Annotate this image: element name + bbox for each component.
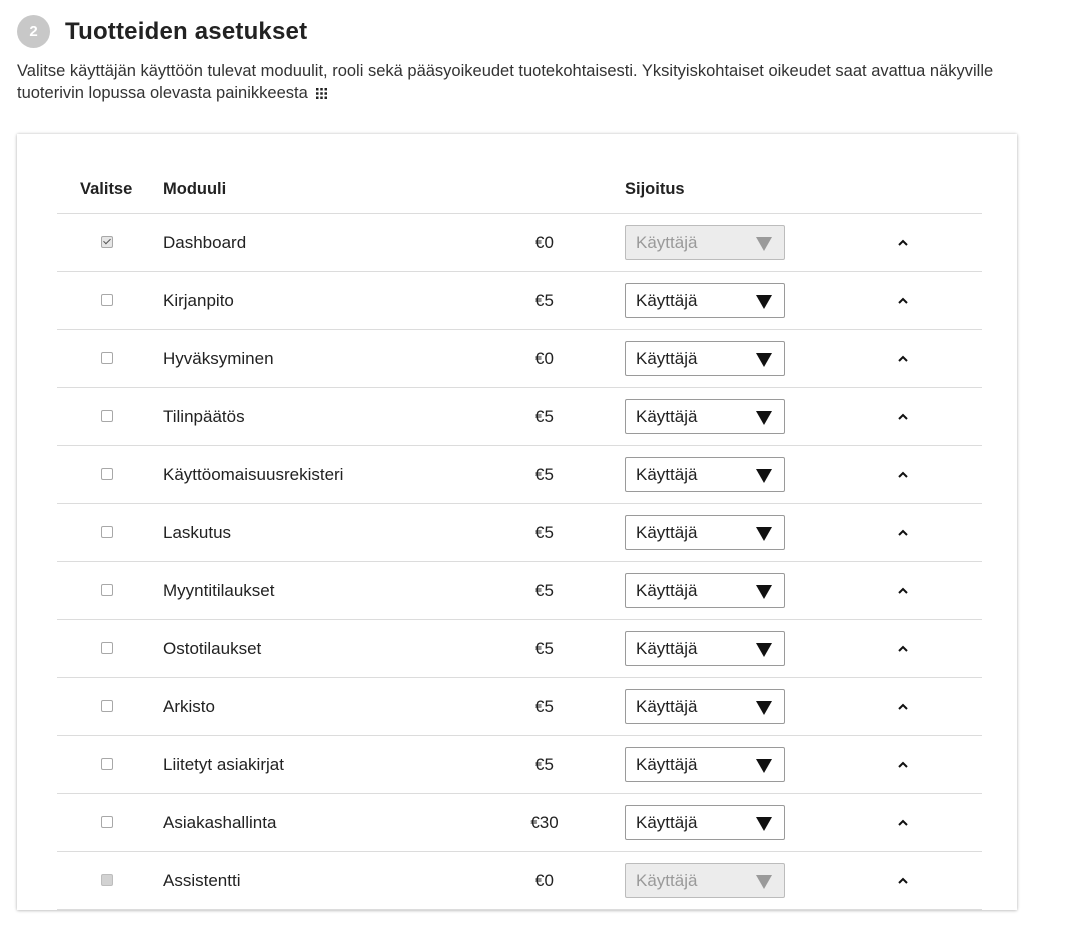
triangle-down-icon [756, 237, 772, 251]
triangle-down-icon [756, 353, 772, 367]
role-select-value: Käyttäjä [636, 523, 698, 542]
module-name: Assistentti [163, 871, 241, 890]
triangle-down-icon [756, 411, 772, 425]
triangle-down-icon [756, 527, 772, 541]
triangle-down-icon [756, 295, 772, 309]
table-header [57, 134, 982, 214]
role-select [625, 863, 785, 898]
module-checkbox[interactable] [101, 526, 113, 538]
role-select-value: Käyttäjä [636, 871, 698, 890]
step-header [17, 15, 307, 48]
table-row [57, 678, 982, 736]
header-placement: Sijoitus [625, 180, 685, 198]
chevron-up-icon[interactable] [895, 469, 911, 481]
module-name: Käyttöomaisuusrekisteri [163, 465, 344, 484]
module-name: Laskutus [163, 523, 232, 542]
role-select-value: Käyttäjä [636, 291, 698, 310]
module-price: €5 [535, 581, 554, 600]
chevron-up-icon[interactable] [895, 759, 911, 771]
role-select[interactable] [625, 573, 785, 608]
module-checkbox[interactable] [101, 410, 113, 422]
module-name: Arkisto [163, 697, 215, 716]
triangle-down-icon [756, 817, 772, 831]
table-row [57, 620, 982, 678]
role-select-value: Käyttäjä [636, 755, 698, 774]
header-module: Moduuli [163, 180, 227, 198]
chevron-up-icon[interactable] [895, 353, 911, 365]
role-select[interactable] [625, 747, 785, 782]
module-price: €5 [535, 697, 554, 716]
table-row [57, 446, 982, 504]
role-select-value: Käyttäjä [636, 581, 698, 600]
role-select[interactable] [625, 805, 785, 840]
role-select-value: Käyttäjä [636, 349, 698, 368]
chevron-up-icon[interactable] [895, 817, 911, 829]
triangle-down-icon [756, 759, 772, 773]
role-select-value: Käyttäjä [636, 697, 698, 716]
module-price: €0 [535, 233, 554, 252]
triangle-down-icon [756, 701, 772, 715]
module-name: Myyntitilaukset [163, 581, 275, 600]
grid-icon [316, 88, 327, 99]
chevron-up-icon[interactable] [895, 295, 911, 307]
module-price: €5 [535, 407, 554, 426]
role-select-value: Käyttäjä [636, 813, 698, 832]
role-select[interactable] [625, 457, 785, 492]
table-row [57, 504, 982, 562]
module-price: €5 [535, 523, 554, 542]
module-price: €5 [535, 291, 554, 310]
module-name: Dashboard [163, 233, 247, 252]
table-row [57, 562, 982, 620]
module-price: €5 [535, 639, 554, 658]
role-select[interactable] [625, 283, 785, 318]
table-row [57, 736, 982, 794]
role-select[interactable] [625, 515, 785, 550]
module-checkbox[interactable] [101, 294, 113, 306]
role-select[interactable] [625, 689, 785, 724]
chevron-up-icon[interactable] [895, 875, 911, 887]
module-name: Hyväksyminen [163, 349, 274, 368]
chevron-up-icon[interactable] [895, 527, 911, 539]
module-price: €5 [535, 465, 554, 484]
module-checkbox[interactable] [101, 816, 113, 828]
module-name: Asiakashallinta [163, 813, 277, 832]
intro-text [17, 60, 1052, 104]
module-name: Liitetyt asiakirjat [163, 755, 284, 774]
step-title: Tuotteiden asetukset [65, 17, 308, 45]
table-row [57, 272, 982, 330]
module-price: €30 [530, 813, 559, 832]
table-row [57, 852, 982, 910]
module-name: Ostotilaukset [163, 639, 262, 658]
module-name: Kirjanpito [163, 291, 234, 310]
module-checkbox[interactable] [101, 758, 113, 770]
triangle-down-icon [756, 585, 772, 599]
role-select-value: Käyttäjä [636, 465, 698, 484]
triangle-down-icon [756, 469, 772, 483]
module-checkbox[interactable] [101, 236, 113, 248]
role-select [625, 225, 785, 260]
module-checkbox[interactable] [101, 468, 113, 480]
role-select-value: Käyttäjä [636, 233, 698, 252]
triangle-down-icon [756, 875, 772, 889]
module-checkbox[interactable] [101, 584, 113, 596]
role-select[interactable] [625, 631, 785, 666]
role-select[interactable] [625, 341, 785, 376]
table-row [57, 214, 982, 272]
chevron-up-icon[interactable] [895, 411, 911, 423]
chevron-up-icon[interactable] [895, 585, 911, 597]
module-name: Tilinpäätös [163, 407, 245, 426]
module-price: €5 [535, 755, 554, 774]
products-card [17, 134, 1017, 910]
role-select-value: Käyttäjä [636, 407, 698, 426]
intro-text-body: Valitse käyttäjän käyttöön tulevat moduulit, rooli sekä pääsyoikeudet tuotekohtaisesti. Yksityiskohtaiset oikeudet saat avattua näkyville tuoterivin lopussa olevasta painikkeesta [17, 62, 994, 102]
step-number-badge: 2 [17, 15, 50, 48]
module-checkbox [101, 874, 113, 886]
role-select[interactable] [625, 399, 785, 434]
module-checkbox[interactable] [101, 352, 113, 364]
module-checkbox[interactable] [101, 700, 113, 712]
table-row [57, 388, 982, 446]
table-row [57, 330, 982, 388]
module-price: €0 [535, 871, 554, 890]
chevron-up-icon[interactable] [895, 237, 911, 249]
chevron-up-icon[interactable] [895, 701, 911, 713]
role-select-value: Käyttäjä [636, 639, 698, 658]
chevron-up-icon[interactable] [895, 643, 911, 655]
triangle-down-icon [756, 643, 772, 657]
header-select: Valitse [80, 180, 133, 198]
table-row [57, 794, 982, 852]
module-checkbox[interactable] [101, 642, 113, 654]
module-price: €0 [535, 349, 554, 368]
